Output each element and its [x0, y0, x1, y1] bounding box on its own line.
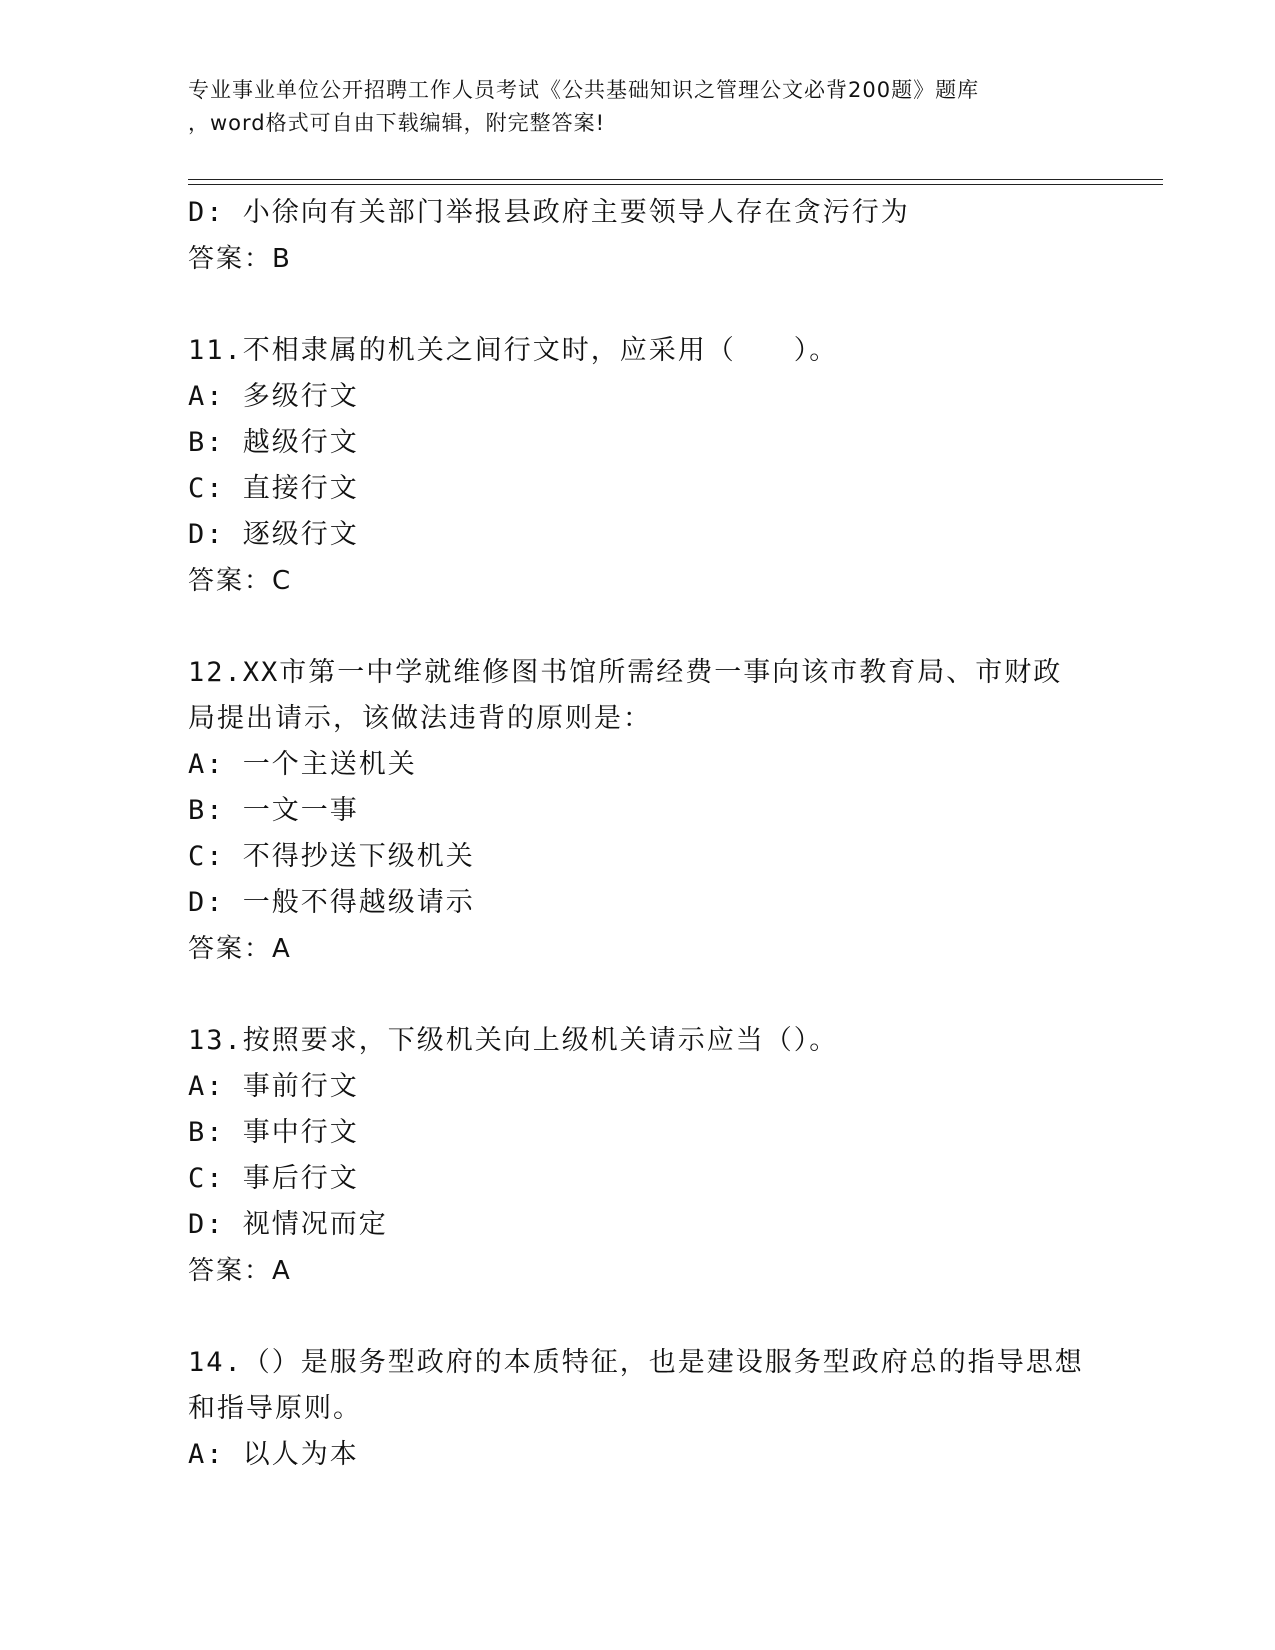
header-divider-bottom — [188, 184, 1163, 185]
question-stem: 12.XX市第一中学就维修图书馆所需经费一事向该市教育局、市财政局提出请示，该做法违背的原则是： — [188, 657, 1063, 734]
document-body — [188, 190, 1088, 1478]
header-title-line-1: 专业事业单位公开招聘工作人员考试《公共基础知识之管理公文必背200题》题库 — [188, 78, 980, 102]
spacer — [188, 1294, 1088, 1340]
header-divider-top — [188, 179, 1163, 180]
document-header — [188, 74, 1088, 140]
option-c: C: 不得抄送下级机关 — [188, 841, 475, 872]
question-stem: 13.按照要求，下级机关向上级机关请示应当（）。 — [188, 1025, 839, 1056]
option-b: B: 越级行文 — [188, 427, 359, 458]
option-d: D: 视情况而定 — [188, 1209, 388, 1240]
spacer — [188, 972, 1088, 1018]
question-stem: 11.不相隶属的机关之间行文时，应采用（ ）。 — [188, 335, 839, 366]
header-title-line-2: ，word格式可自由下载编辑，附完整答案! — [188, 111, 606, 135]
option-b: B: 事中行文 — [188, 1117, 359, 1148]
prev-question-option-d: D: 小徐向有关部门举报县政府主要领导人存在贪污行为 — [188, 197, 910, 228]
answer: 答案：A — [188, 1256, 292, 1286]
question-11 — [188, 328, 1088, 604]
option-a: A: 以人为本 — [188, 1439, 359, 1470]
option-b: B: 一文一事 — [188, 795, 359, 826]
option-a: A: 一个主送机关 — [188, 749, 417, 780]
option-a: A: 多级行文 — [188, 381, 359, 412]
option-c: C: 事后行文 — [188, 1163, 359, 1194]
option-a: A: 事前行文 — [188, 1071, 359, 1102]
question-14 — [188, 1340, 1088, 1478]
prev-question-answer: 答案：B — [188, 244, 292, 274]
spacer — [188, 282, 1088, 328]
answer: 答案：C — [188, 566, 293, 596]
question-stem: 14.（）是服务型政府的本质特征，也是建设服务型政府总的指导思想和指导原则。 — [188, 1347, 1084, 1424]
question-13 — [188, 1018, 1088, 1294]
spacer — [188, 604, 1088, 650]
question-12 — [188, 650, 1088, 972]
option-d: D: 一般不得越级请示 — [188, 887, 475, 918]
option-c: C: 直接行文 — [188, 473, 359, 504]
option-d: D: 逐级行文 — [188, 519, 359, 550]
answer: 答案：A — [188, 934, 292, 964]
